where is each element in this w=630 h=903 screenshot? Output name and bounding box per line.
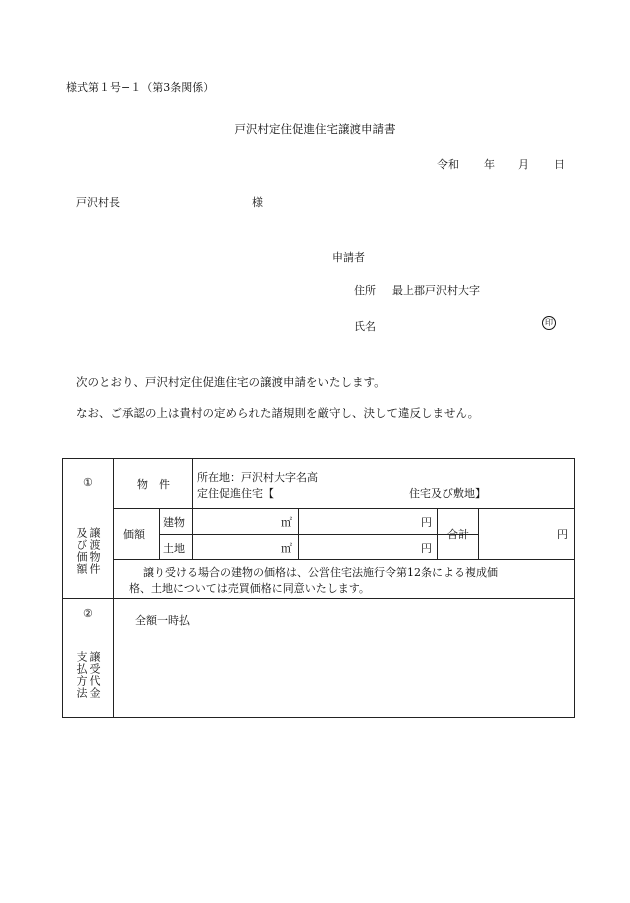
building-label: 建物 [163,516,185,529]
land-yen-unit: 円 [421,542,432,555]
column-divider [113,459,114,717]
property-label: 物 件 [137,478,170,491]
page-title: 戸沢村定住促進住宅譲渡申請書 [234,122,396,136]
address-value: 最上郡戸沢村大字 [392,284,480,297]
section2-label-col1: 譲受代金 [88,651,101,699]
column-divider [192,459,193,559]
compliance-statement: なお、ご承認の上は貴村の定められた諸規則を厳守し、決して違反しません。 [76,406,480,420]
applicant-label: 申請者 [332,251,365,264]
housing-suffix: 住宅及び敷地】 [409,487,486,500]
name-label: 氏名 [354,320,376,333]
application-statement: 次のとおり、戸沢村定住促進住宅の譲渡申請をいたします。 [76,375,386,389]
date-month: 月 [518,158,529,171]
section-divider [63,598,574,599]
application-table [62,458,575,718]
land-area-unit: ㎡ [281,542,292,555]
date-year: 年 [484,158,495,171]
row-divider [160,534,478,535]
section2-label-col2: 支払方法 [75,651,88,699]
column-divider [437,508,438,559]
housing-prefix: 定住促進住宅【 [197,487,274,500]
section1-label-col1: 譲渡物件 [88,527,101,575]
recipient: 戸沢村長 [76,196,120,209]
address-label: 住所 [354,284,376,297]
building-area-unit: ㎡ [281,516,292,529]
price-note-line2: 格、土地については売買価格に同意いたします。 [129,582,370,595]
honorific: 様 [252,196,263,209]
price-label: 価額 [123,528,145,541]
land-label: 土地 [163,542,185,555]
location-line: 所在地：戸沢村大字名高 [197,471,318,484]
section1-label-col2: 及び価額 [75,527,88,575]
price-note-line1: 譲り受ける場合の建物の価格は、公営住宅法施行令第12条による複成価 [143,566,498,579]
building-yen-unit: 円 [421,516,432,529]
row-divider [114,508,574,509]
total-label: 合計 [447,528,469,541]
section1-number: ① [83,476,93,489]
column-divider [478,508,479,559]
date-day: 日 [554,158,565,171]
seal-mark: 印 [542,316,556,330]
section2-number: ② [83,607,93,620]
column-divider [159,508,160,559]
column-divider [298,508,299,559]
total-yen-unit: 円 [557,528,568,541]
form-number: 様式第１号−１（第3条関係） [66,81,215,94]
date-era: 令和 [437,158,459,171]
row-divider [114,559,574,560]
payment-method: 全額一時払 [135,614,190,627]
